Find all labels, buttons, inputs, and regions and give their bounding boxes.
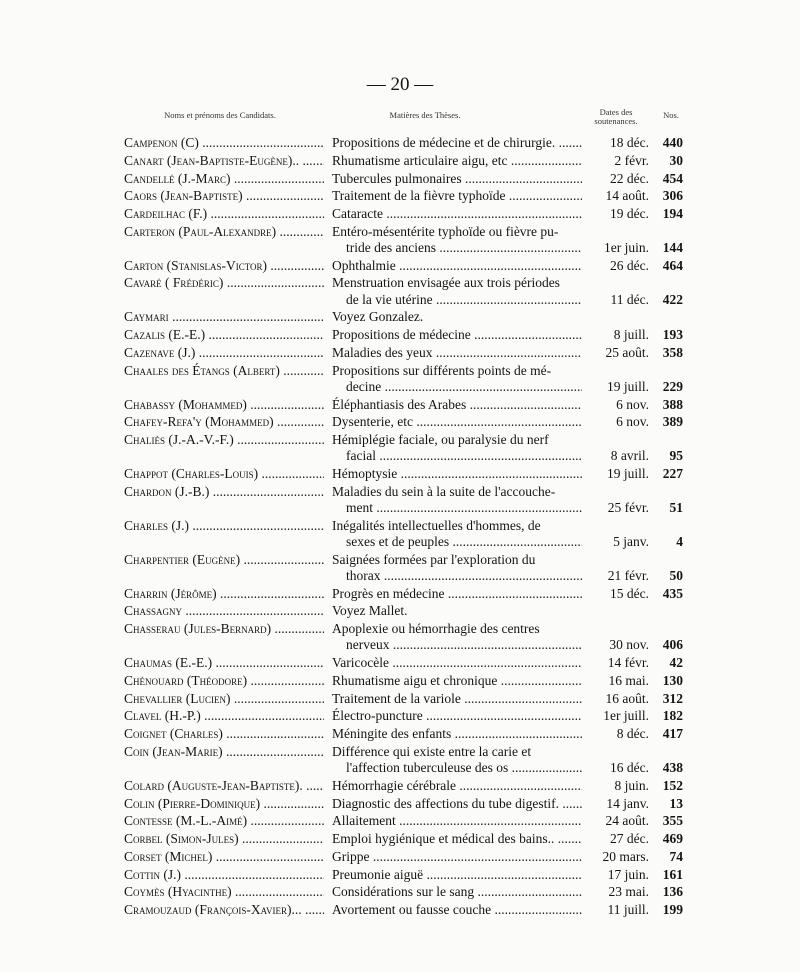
defense-date: 21 févr. <box>607 567 649 583</box>
thesis-subject-line: Méningite des enfants ..... <box>332 726 582 742</box>
column-header-number: Nos. <box>663 110 679 120</box>
thesis-number: 130 <box>662 672 683 688</box>
defense-date: 6 nov. <box>616 396 649 412</box>
thesis-subject-line: Propositions de médecine ..... <box>332 327 582 343</box>
defense-date: 23 mai. <box>608 884 649 900</box>
candidate-name: Chaumas (E.-E.) ..... <box>124 655 324 671</box>
thesis-subject <box>332 309 582 325</box>
defense-date: 14 août. <box>605 188 649 204</box>
thesis-number: 13 <box>669 795 683 811</box>
thesis-number: 74 <box>669 848 683 864</box>
candidate-name: Charles (J.) ..... <box>124 518 324 534</box>
thesis-subject-line: Voyez Mallet. <box>332 603 408 619</box>
defense-date: 14 janv. <box>606 795 649 811</box>
defense-date: 16 déc. <box>610 760 649 776</box>
thesis-subject <box>332 258 582 274</box>
page-number: — 20 — <box>366 74 434 95</box>
thesis-subject-line: Emploi hygiénique et médical des bains.. ..... <box>332 831 582 847</box>
candidate-name: Chassagny ..... <box>124 603 324 619</box>
candidate-name: Cazalis (E.-E.) ..... <box>124 327 324 343</box>
thesis-number: 454 <box>662 170 683 186</box>
candidate-name: Canart (Jean-Baptiste-Eugène).. ..... <box>124 153 324 169</box>
thesis-number: 358 <box>662 344 683 360</box>
thesis-subject-line: Hémiplégie faciale, ou paralysie du nerf <box>332 432 549 448</box>
candidate-name: Cramouzaud (François-Xavier)... ..... <box>124 902 324 918</box>
defense-date: 19 juill. <box>606 466 649 482</box>
thesis-subject-line: Saignées formées par l'exploration du <box>332 551 536 567</box>
thesis-number: 152 <box>662 777 683 793</box>
defense-date: 8 avril. <box>610 448 649 464</box>
thesis-subject-line: Ophthalmie ..... <box>332 258 582 274</box>
defense-date: 20 mars. <box>602 848 649 864</box>
thesis-subject <box>332 484 582 516</box>
candidate-name: Carteron (Paul-Alexandre) ..... <box>124 224 324 240</box>
thesis-subject-line: Maladies du sein à la suite de l'accouche- <box>332 483 556 499</box>
thesis-number: 464 <box>662 257 683 273</box>
thesis-subject-line: Maladies des yeux ..... <box>332 345 582 361</box>
candidate-name: Colard (Auguste-Jean-Baptiste). ..... <box>124 778 324 794</box>
thesis-number: 355 <box>662 813 683 829</box>
defense-date: 24 août. <box>605 813 649 829</box>
thesis-subject-line: ment ..... <box>332 500 582 516</box>
defense-date: 1er juill. <box>603 708 649 724</box>
thesis-subject <box>332 466 582 482</box>
thesis-subject-line: Grippe ..... <box>332 849 582 865</box>
thesis-subject <box>332 224 582 256</box>
thesis-subject-line: Voyez Gonzalez. <box>332 309 424 325</box>
thesis-subject-line: Varicocèle ..... <box>332 655 582 671</box>
defense-date: 14 févr. <box>607 655 649 671</box>
thesis-subject <box>332 135 582 151</box>
thesis-subject <box>332 363 582 395</box>
defense-date: 19 juill. <box>606 378 649 394</box>
thesis-number: 51 <box>669 499 683 515</box>
defense-date: 16 août. <box>605 690 649 706</box>
defense-date: 11 déc. <box>610 291 649 307</box>
defense-date: 8 juin. <box>614 777 649 793</box>
thesis-number: 161 <box>662 866 683 882</box>
thesis-subject <box>332 621 582 653</box>
thesis-subject <box>332 831 582 847</box>
thesis-subject <box>332 673 582 689</box>
defense-date: 15 déc. <box>610 585 649 601</box>
thesis-subject <box>332 867 582 883</box>
thesis-subject <box>332 726 582 742</box>
thesis-number: 440 <box>662 135 683 150</box>
thesis-subject-line: Différence qui existe entre la carie et <box>332 743 532 759</box>
thesis-number: 435 <box>662 585 683 601</box>
candidate-name: Chardon (J.-B.) ..... <box>124 484 324 500</box>
candidate-name: Chevallier (Lucien) ..... <box>124 691 324 707</box>
defense-date: 5 janv. <box>613 533 649 549</box>
defense-date: 30 nov. <box>609 637 649 653</box>
candidate-name: Clavel (H.-P.) ..... <box>124 708 324 724</box>
thesis-subject-line: Avortement ou fausse couche ..... <box>332 902 582 918</box>
thesis-number: 144 <box>662 239 683 255</box>
thesis-subject-line: Hémoptysie ..... <box>332 466 582 482</box>
candidate-name: Campenon (C) ..... <box>124 135 324 151</box>
candidate-name: Coymès (Hyacinthe) ..... <box>124 884 324 900</box>
thesis-number: 136 <box>662 884 683 900</box>
candidate-name: Cottin (J.) ..... <box>124 867 324 883</box>
defense-date: 16 mai. <box>608 672 649 688</box>
thesis-subject <box>332 171 582 187</box>
candidate-name: Chabassy (Mohammed) ..... <box>124 397 324 413</box>
candidate-name: Cazenave (J.) ..... <box>124 345 324 361</box>
defense-date: 19 déc. <box>610 206 649 221</box>
defense-date: 2 févr. <box>614 152 649 168</box>
thesis-subject-line: de la vie utérine ..... <box>332 292 582 308</box>
thesis-subject <box>332 188 582 204</box>
defense-date: 22 déc. <box>610 170 649 186</box>
thesis-subject <box>332 655 582 671</box>
defense-date: 25 août. <box>605 344 649 360</box>
thesis-subject-line: Inégalités intellectuelles d'hommes, de <box>332 517 541 533</box>
defense-date: 8 déc. <box>616 726 649 742</box>
defense-date: 8 juill. <box>613 327 649 343</box>
thesis-subject <box>332 518 582 550</box>
thesis-subject <box>332 691 582 707</box>
thesis-subject-line: Progrès en médecine ..... <box>332 586 582 602</box>
thesis-number: 30 <box>669 152 683 168</box>
thesis-number: 388 <box>662 396 683 412</box>
candidate-name: Chafey-Refa'y (Mohammed) ..... <box>124 414 324 430</box>
defense-date: 25 févr. <box>607 499 649 515</box>
thesis-subject <box>332 327 582 343</box>
thesis-subject-line: Apoplexie ou hémorrhagie des centres <box>332 621 540 637</box>
thesis-subject <box>332 778 582 794</box>
defense-date: 18 déc. <box>610 135 649 150</box>
thesis-subject-line: Traitement de la fièvre typhoïde ..... <box>332 188 582 204</box>
candidate-name: Cavaré ( Frédéric) ..... <box>124 275 324 291</box>
candidate-name: Charpentier (Eugène) ..... <box>124 552 324 568</box>
thesis-subject <box>332 153 582 169</box>
thesis-number: 312 <box>662 690 683 706</box>
candidate-name: Caymari ..... <box>124 309 324 325</box>
thesis-subject-line: thorax ..... <box>332 568 582 584</box>
thesis-subject-line: Hémorrhagie cérébrale ..... <box>332 778 582 794</box>
thesis-subject-line: tride des anciens ..... <box>332 240 582 256</box>
column-header-dates: Dates des soutenances. <box>594 107 638 126</box>
thesis-number: 417 <box>662 726 683 742</box>
thesis-number: 227 <box>662 466 683 482</box>
thesis-subject <box>332 708 582 724</box>
candidate-name: Corbel (Simon-Jules) ..... <box>124 831 324 847</box>
thesis-subject-line: Électro-puncture ..... <box>332 708 582 724</box>
candidate-name: Chaales des Étangs (Albert) ..... <box>124 363 324 379</box>
thesis-subject-line: Considérations sur le sang ..... <box>332 884 582 900</box>
thesis-subject-line: Rhumatisme aigu et chronique ..... <box>332 673 582 689</box>
thesis-subject-line: nerveux ..... <box>332 637 582 653</box>
column-header-names: Noms et prénoms des Candidats. <box>164 110 276 120</box>
candidate-name: Charrin (Jérôme) ..... <box>124 586 324 602</box>
thesis-subject <box>332 397 582 413</box>
candidate-name: Caors (Jean-Baptiste) ..... <box>124 188 324 204</box>
candidate-name: Chaliès (J.-A.-V.-F.) ..... <box>124 432 324 448</box>
thesis-subject-line: Propositions sur différents points de mé- <box>332 362 552 378</box>
thesis-subject <box>332 414 582 430</box>
thesis-number: 199 <box>662 902 683 918</box>
defense-date: 1er juin. <box>604 239 649 255</box>
thesis-subject-line: Tubercules pulmonaires ..... <box>332 171 582 187</box>
thesis-subject-line: sexes et de peuples ..... <box>332 534 582 550</box>
thesis-subject <box>332 884 582 900</box>
thesis-subject-line: Cataracte ..... <box>332 206 582 222</box>
defense-date: 6 nov. <box>616 414 649 430</box>
thesis-subject <box>332 432 582 464</box>
thesis-number: 4 <box>676 533 683 549</box>
thesis-subject <box>332 603 582 619</box>
thesis-number: 194 <box>662 206 683 221</box>
thesis-subject-line: Allaitement ..... <box>332 813 582 829</box>
thesis-subject-line: Menstruation envisagée aux trois périodes <box>332 275 560 291</box>
thesis-subject <box>332 813 582 829</box>
defense-date: 26 déc. <box>610 257 649 273</box>
thesis-subject <box>332 586 582 602</box>
thesis-subject <box>332 849 582 865</box>
thesis-number: 389 <box>662 414 683 430</box>
thesis-number: 438 <box>662 760 683 776</box>
candidate-name: Coignet (Charles) ..... <box>124 726 324 742</box>
thesis-subject-line: Propositions de médecine et de chirurgie. ..... <box>332 135 582 151</box>
candidate-name: Cardeilhac (F.) ..... <box>124 206 324 222</box>
thesis-subject-line: Preumonie aiguë ..... <box>332 867 582 883</box>
defense-date: 17 juin. <box>607 866 649 882</box>
thesis-subject-line: Rhumatisme articulaire aigu, etc ..... <box>332 153 582 169</box>
candidate-name: Corset (Michel) ..... <box>124 849 324 865</box>
thesis-subject <box>332 796 582 812</box>
thesis-subject-line: Diagnostic des affections du tube digestif. ..... <box>332 796 582 812</box>
thesis-number: 42 <box>669 655 683 671</box>
thesis-subject <box>332 744 582 776</box>
thesis-number: 229 <box>662 378 683 394</box>
candidate-name: Contesse (M.-L.-Aimé) ..... <box>124 813 324 829</box>
thesis-subject <box>332 206 582 222</box>
thesis-number: 95 <box>669 448 683 464</box>
thesis-number: 182 <box>662 708 683 724</box>
thesis-number: 306 <box>662 188 683 204</box>
candidate-name: Carton (Stanislas-Victor) ..... <box>124 258 324 274</box>
thesis-subject-line: Traitement de la variole ..... <box>332 691 582 707</box>
candidate-name: Chénouard (Théodore) ..... <box>124 673 324 689</box>
thesis-number: 406 <box>662 637 683 653</box>
thesis-number: 50 <box>669 567 683 583</box>
defense-date: 27 déc. <box>610 831 649 847</box>
thesis-subject-line: Entéro-mésentérite typhoïde ou fièvre pu- <box>332 223 559 239</box>
thesis-subject-line: decine ..... <box>332 379 582 395</box>
thesis-subject <box>332 552 582 584</box>
thesis-subject <box>332 275 582 307</box>
thesis-subject <box>332 902 582 918</box>
thesis-number: 469 <box>662 831 683 847</box>
thesis-subject <box>332 345 582 361</box>
defense-date: 11 juill. <box>607 902 649 918</box>
column-header-subjects: Matières des Thèses. <box>389 110 461 120</box>
candidate-name: Coin (Jean-Marie) ..... <box>124 744 324 760</box>
thesis-subject-line: facial ..... <box>332 448 582 464</box>
candidate-name: Chasserau (Jules-Bernard) ..... <box>124 621 324 637</box>
thesis-subject-line: Dysenterie, etc ..... <box>332 414 582 430</box>
candidate-name: Colin (Pierre-Dominique) ..... <box>124 796 324 812</box>
thesis-number: 193 <box>662 327 683 343</box>
candidate-name: Chappot (Charles-Louis) ..... <box>124 466 324 482</box>
thesis-subject-line: l'affection tuberculeuse des os ..... <box>332 760 582 776</box>
candidate-name: Candellé (J.-Marc) ..... <box>124 171 324 187</box>
thesis-subject-line: Éléphantiasis des Arabes ..... <box>332 397 582 413</box>
thesis-number: 422 <box>662 291 683 307</box>
